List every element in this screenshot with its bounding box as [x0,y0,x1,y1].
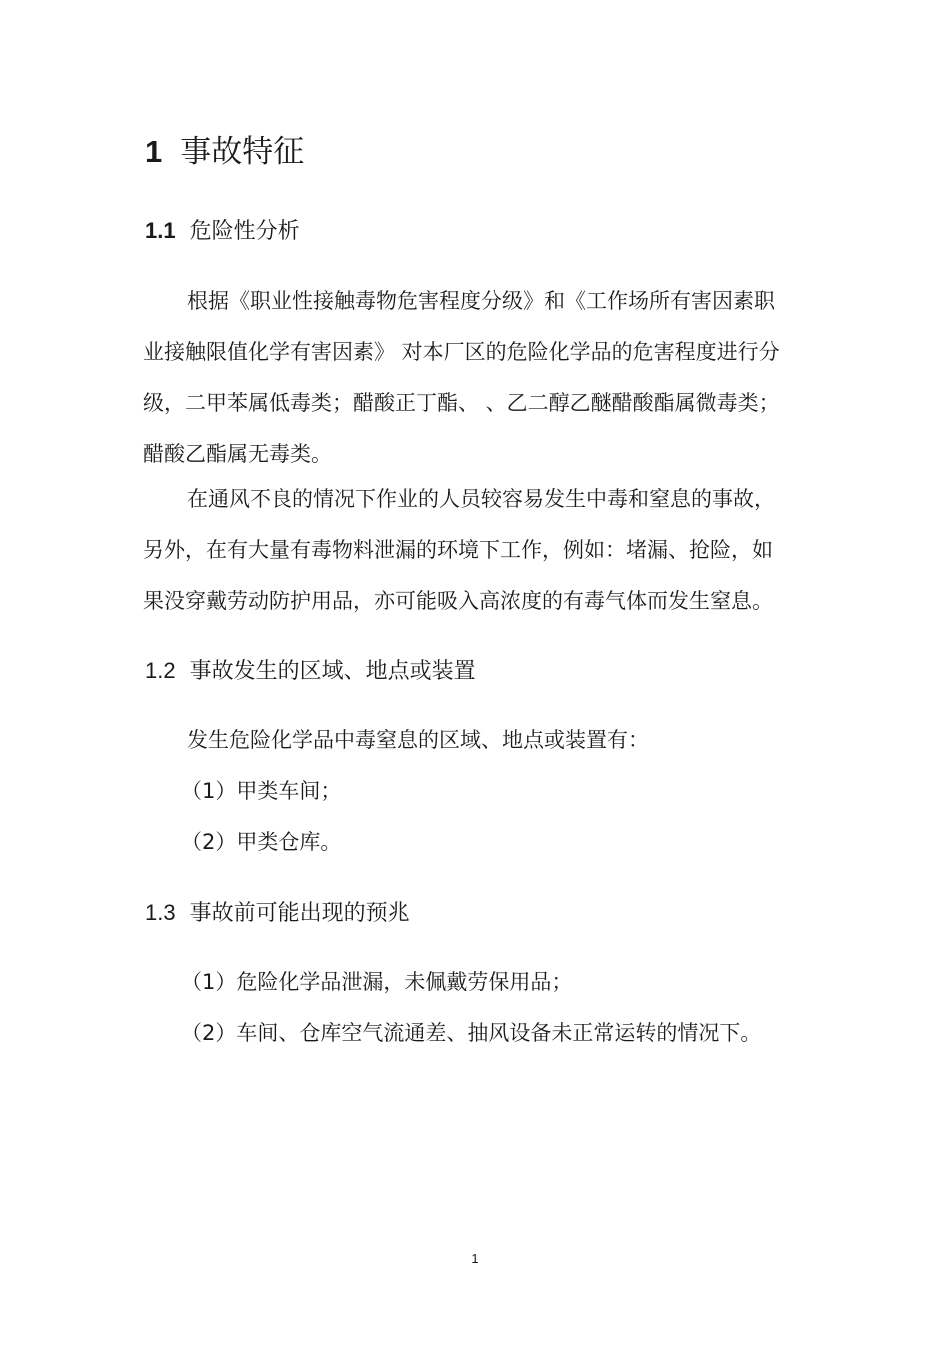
area-intro-text: 发生危险化学品中毒窒息的区域、地点或装置有： [187,728,649,752]
section-title: 事故特征 [180,134,305,170]
paragraph-line: 醋酸乙酯属无毒类。 [143,442,332,466]
subsection-title: 事故发生的区域、地点或装置 [189,659,476,684]
section-number: 1 [145,134,163,169]
paragraph-line: 级，二甲苯属低毒类；醋酸正丁酯、 、乙二醇乙醚醋酸酯属微毒类； [143,391,780,415]
list-item: （1）甲类车间； [181,779,342,803]
paragraph-poisoning-risk [143,474,788,627]
subsection-number: 1.3 [145,900,176,925]
subsection-number: 1.1 [145,218,176,243]
paragraph-hazard-classification [143,276,788,480]
list-item: （1）危险化学品泄漏，未佩戴劳保用品； [181,970,573,994]
subsection-heading-1-1 [145,215,300,248]
subsection-number: 1.2 [145,658,176,683]
subsection-title: 危险性分析 [189,219,300,244]
paragraph-line: 在通风不良的情况下作业的人员较容易发生中毒和窒息的事故， [187,487,775,511]
paragraph-line: 根据《职业性接触毒物危害程度分级》和《工作场所有害因素职 [187,289,775,313]
paragraph-line: 果没穿戴劳动防护用品，亦可能吸入高浓度的有毒气体而发生窒息。 [143,589,773,613]
paragraph-line: 另外，在有大量有毒物料泄漏的环境下工作，例如：堵漏、抢险，如 [143,538,773,562]
page-number: 1 [471,1251,479,1266]
list-item: （2）甲类仓库。 [181,830,342,854]
section-heading-1 [145,130,304,174]
list-item: （2）车间、仓库空气流通差、抽风设备未正常运转的情况下。 [181,1021,762,1045]
subsection-heading-1-3 [145,897,410,930]
paragraph-line: 业接触限值化学有害因素》 对本厂区的危险化学品的危害程度进行分 [143,340,780,364]
subsection-title: 事故前可能出现的预兆 [189,901,410,926]
subsection-heading-1-2 [145,655,476,688]
